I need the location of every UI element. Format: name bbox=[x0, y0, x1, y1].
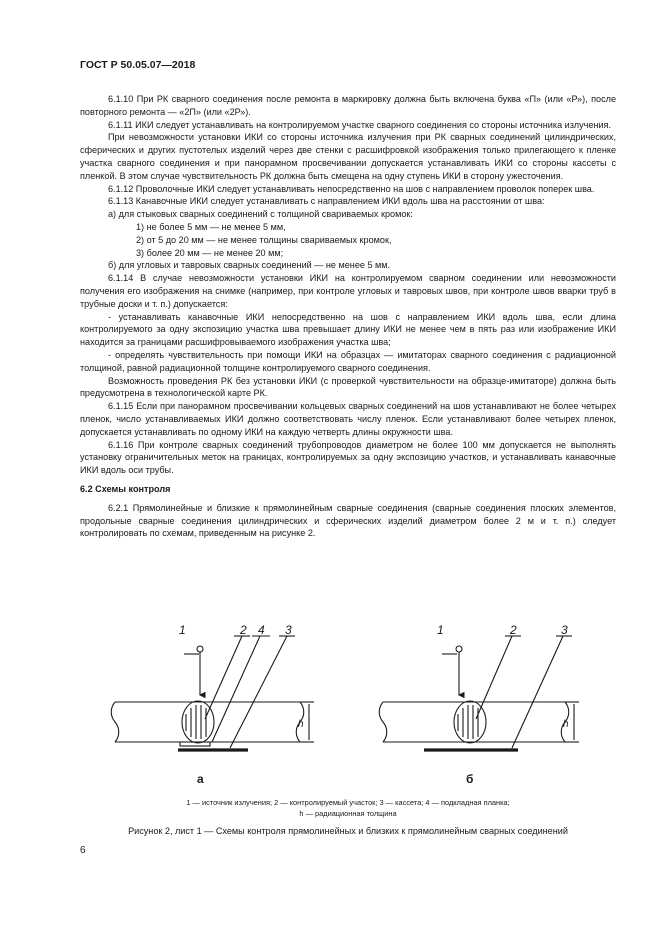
paragraph: 6.1.11 ИКИ следует устанавливать на контролируемом участке сварного соединения со стороны источника излучения. bbox=[108, 119, 612, 130]
legend-line-1: 1 — источник излучения; 2 — контролируемый участок; 3 — кассета; 4 — подкладная планка; bbox=[186, 798, 510, 807]
paragraph: 6.1.16 При контроле сварных соединений трубопроводов диаметром не более 100 мм допускается не выполнять установку ограничительных меток на границах, контролируемых за одну экспозицию участков, и устанавливать канавочные ИКИ вдоль оси трубы. bbox=[80, 439, 616, 476]
figure-2-diagrams bbox=[100, 618, 580, 788]
paragraph: 6.1.10 При РК сварного соединения после ремонта в маркировку должна быть включена буква «П» (или «Р»), после повторного ремонта — «2П» (или «2Р»). bbox=[80, 94, 616, 117]
radiation-source-b bbox=[456, 646, 462, 652]
paragraph: а) для стыковых сварных соединений с толщиной свариваемых кромок: bbox=[108, 209, 413, 220]
figure-legend bbox=[80, 797, 616, 819]
paragraph: 1) не более 5 мм — не менее 5 мм, bbox=[136, 221, 286, 232]
label-3-b: 3 bbox=[561, 623, 568, 637]
paragraph: 6.1.13 Канавочные ИКИ следует устанавливать с направлением ИКИ вдоль шва на расстоянии от шва: bbox=[108, 196, 545, 207]
paragraph: 3) более 20 мм — не менее 20 мм; bbox=[136, 247, 284, 258]
figure-caption: Рисунок 2, лист 1 — Схемы контроля прямолинейных и близких к прямолинейным сварных соединений bbox=[128, 826, 568, 836]
diagram-b bbox=[379, 636, 579, 750]
paragraph: - определять чувствительность при помощи ИКИ на образцах — имитаторах сварного соединения с радиационной толщиной, равной радиационной толщине контролируемого сварного соединения. bbox=[80, 349, 616, 373]
panel-label-a: а bbox=[197, 772, 204, 786]
label-2-a: 2 bbox=[240, 623, 247, 637]
document-code-header: ГОСТ Р 50.05.07—2018 bbox=[80, 59, 196, 71]
panel-label-b: б bbox=[466, 772, 474, 786]
page-number: 6 bbox=[80, 845, 86, 856]
label-3-a: 3 bbox=[285, 623, 292, 637]
paragraph: При невозможности установки ИКИ со стороны источника излучения при РК сварных соединений цилиндрических, сферических и других пустотелых изделий через две стенки с расшифровкой изображения только прилегающего к пленке участка сварного соединения и при панорамном просвечивании допускается устанавливать ИКИ со стороны кассеты с пленкой. В этом случае чувствительность РК должна быть смещена на одну ступень ИКИ в сторону ужесточения. bbox=[80, 132, 616, 181]
paragraph: 6.2.1 Прямолинейные и близкие к прямолинейным сварные соединения (сварные соединения плоских элементов, продольные сварные соединения цилиндрических и сферических изделий диаметром более 2 м и т. п.) следует контролировать по схемам, приведенным на рисунке 2. bbox=[80, 502, 616, 539]
paragraph: 6.1.15 Если при панорамном просвечивании кольцевых сварных соединений на шов устанавливают не более четырех пленок, число устанавливаемых ИКИ должно соответствовать числу пленок. Если устанавливают более четырех пленок, допускается устанавливать по одному ИКИ на каждую четверть длины окружности шва. bbox=[80, 401, 616, 437]
label-4-a: 4 bbox=[258, 623, 265, 637]
label-h-a: h bbox=[298, 719, 304, 730]
label-2-b: 2 bbox=[510, 623, 517, 637]
paragraph: б) для угловых и тавровых сварных соединений — не менее 5 мм. bbox=[108, 260, 391, 271]
paragraph: 6.1.14 В случае невозможности установки ИКИ на контролируемом сварном соединении или невозможности получения его изображения на снимке (например, при контроле угловых и тавровых швов, при контроле швов вварки труб в трубные доски и т. п.) допускается: bbox=[80, 273, 616, 309]
label-1-a: 1 bbox=[179, 623, 186, 637]
paragraph: Возможность проведения РК без установки ИКИ (с проверкой чувствительности на образце-имитаторе) должна быть предусмотрена в технологической карте РК. bbox=[80, 375, 616, 399]
body-text bbox=[80, 93, 616, 540]
radiation-source-a bbox=[197, 646, 203, 652]
paragraph: - устанавливать канавочные ИКИ непосредственно на шов с направлением ИКИ вдоль шва, если длина контролируемого за одну экспозицию участка шва превышает длину ИКИ не менее чем в пять раз или изображение ИКИ находится за границами расшифровываемого изображения участка шва; bbox=[80, 311, 616, 348]
diagram-a bbox=[111, 636, 314, 750]
paragraph: 2) от 5 до 20 мм — не менее толщины свариваемых кромок, bbox=[136, 234, 392, 245]
paragraph: 6.1.12 Проволочные ИКИ следует устанавливать непосредственно на шов с направлением проволок поперек шва. bbox=[108, 183, 595, 194]
legend-line-2: h — радиационная толщина bbox=[299, 809, 397, 818]
section-heading: 6.2 Схемы контроля bbox=[80, 483, 171, 494]
label-1-b: 1 bbox=[437, 623, 444, 637]
weld-zone-a bbox=[182, 701, 214, 743]
label-h-b: h bbox=[563, 719, 569, 730]
